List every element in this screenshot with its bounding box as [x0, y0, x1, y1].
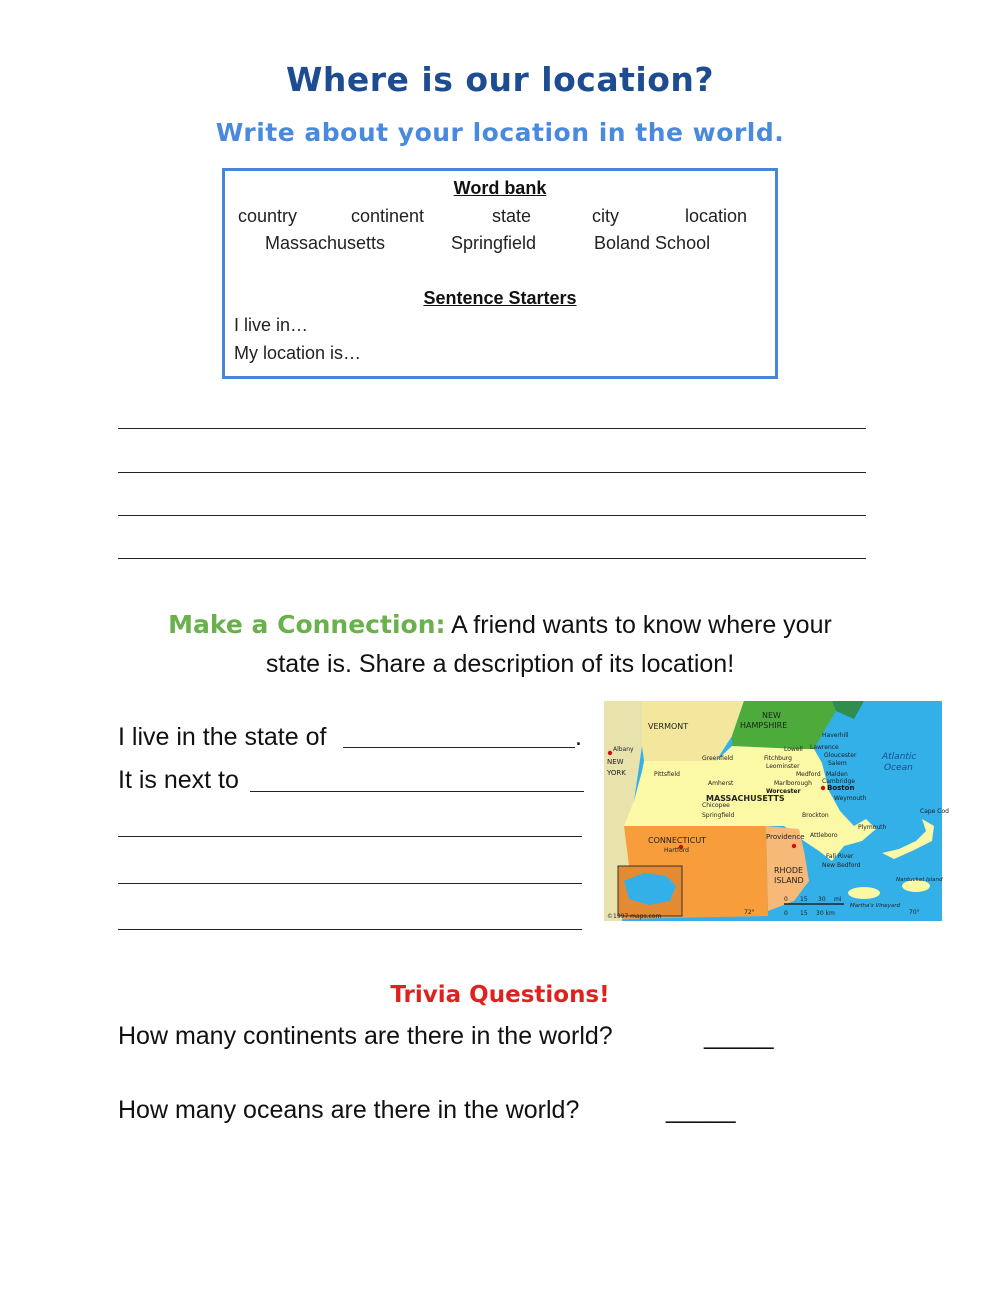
- map-city-label: Providence: [766, 833, 805, 841]
- map-label-massachusetts: MASSACHUSETTS: [706, 794, 785, 803]
- map-city-label: Boston: [827, 784, 855, 792]
- writing-line[interactable]: [118, 883, 582, 884]
- map-city-label: Gloucester: [824, 752, 857, 759]
- writing-line[interactable]: [118, 929, 582, 930]
- map-label-ri-1: RHODE: [774, 866, 804, 875]
- page-subtitle: Write about your location in the world.: [215, 118, 785, 147]
- map-label-rhode-island: [774, 866, 806, 885]
- trivia-question-2: How many oceans are there in the world?: [118, 1096, 580, 1124]
- map-label-ocean-2: Ocean: [884, 763, 913, 773]
- map-city-label: Lawrence: [810, 744, 839, 751]
- map-longitude: 72°: [744, 909, 755, 916]
- map-scale-label: mi: [834, 896, 842, 903]
- map-city-label: Fitchburg: [764, 755, 792, 762]
- sentence-starter: I live in…: [234, 315, 309, 335]
- map-city-label: Marlborough: [774, 780, 812, 787]
- trivia-question-1: How many continents are there in the world?: [118, 1022, 613, 1050]
- map-city-label: Cambridge: [822, 778, 855, 785]
- map-city-label: Albany: [613, 746, 634, 753]
- word-bank-heading: Word bank: [453, 178, 547, 198]
- writing-line[interactable]: [118, 836, 582, 837]
- word-bank-word: continent: [351, 206, 425, 226]
- connection-heading: Make a Connection:: [168, 610, 446, 639]
- sentence-starter: My location is…: [234, 343, 362, 363]
- map-city-dot: [821, 786, 825, 790]
- connection-prompt-line1: A friend wants to know where your: [445, 611, 832, 639]
- map-scale-label: 0: [784, 910, 788, 917]
- state-blank-line[interactable]: [343, 747, 575, 748]
- map-label-nh-1: NEW: [762, 711, 781, 720]
- trivia-answer-blank-2[interactable]: _____: [666, 1096, 736, 1124]
- sentence-next-to: It is next to: [118, 766, 239, 794]
- writing-line[interactable]: [118, 472, 866, 473]
- map-scale-label: 15: [800, 896, 808, 903]
- map-city-label: Brockton: [802, 812, 829, 819]
- word-bank-word: country: [238, 206, 298, 226]
- map-label-ny-1: NEW: [607, 758, 624, 766]
- map-longitude: 70°: [909, 909, 920, 916]
- map-city-label: Cape Cod: [920, 808, 949, 815]
- map-credit: ©1997 maps.com: [607, 913, 662, 920]
- word-bank-word: city: [592, 206, 619, 226]
- map-city-label: Greenfield: [702, 755, 734, 762]
- map-city-label: Malden: [826, 771, 848, 778]
- map-label-nh-2: HAMPSHIRE: [740, 721, 788, 730]
- map-city-label: Martha's Vineyard: [850, 903, 901, 909]
- map-city-label: Lowell: [784, 746, 803, 753]
- word-bank-word: Springfield: [451, 233, 537, 253]
- map-city-label: Hartford: [664, 847, 689, 854]
- map-scale-label: 0: [784, 896, 788, 903]
- sentence-period: .: [575, 723, 582, 751]
- trivia-heading: Trivia Questions!: [390, 982, 610, 1008]
- map-label-ny-2: YORK: [607, 769, 626, 777]
- next-to-blank-line[interactable]: [250, 791, 584, 792]
- page-title: Where is our location?: [286, 60, 714, 99]
- map-city-label: Pittsfield: [654, 771, 680, 778]
- map-marthas-vineyard: [848, 887, 880, 899]
- map-label-ri-2: ISLAND: [774, 876, 804, 885]
- word-bank-word: Boland School: [594, 233, 711, 253]
- map-city-label: Attleboro: [810, 832, 838, 839]
- map-city-label: Haverhill: [822, 732, 849, 739]
- map-city-dot: [608, 751, 612, 755]
- map-city-label: New Bedford: [822, 862, 861, 869]
- connection-prompt-line2: state is. Share a description of its location!: [265, 650, 735, 678]
- writing-line[interactable]: [118, 558, 866, 559]
- map-city-label: Chicopee: [702, 802, 730, 809]
- map-city-label: Worcester: [766, 788, 801, 795]
- map-city-label: Leominster: [766, 763, 800, 770]
- map-label-connecticut: CONNECTICUT: [648, 836, 707, 845]
- map-label-vermont: VERMONT: [648, 722, 689, 731]
- trivia-answer-blank-1[interactable]: _____: [704, 1022, 774, 1050]
- map-city-label: Plymouth: [858, 824, 887, 831]
- map-city-dot: [792, 844, 796, 848]
- word-bank-word: location: [685, 206, 748, 226]
- map-city-label: Fall River: [826, 853, 854, 860]
- word-bank-word: state: [492, 206, 532, 226]
- map-label-ocean-1: Atlantic: [882, 752, 917, 762]
- map-city-label: Salem: [828, 760, 847, 767]
- map-city-label: Nantucket Island: [896, 877, 943, 883]
- writing-line[interactable]: [118, 428, 866, 429]
- massachusetts-map: [604, 701, 949, 921]
- sentence-starters-heading: Sentence Starters: [423, 288, 577, 308]
- writing-line[interactable]: [118, 515, 866, 516]
- map-scale-label: 30 km: [816, 910, 835, 917]
- map-scale-label: 15: [800, 910, 808, 917]
- map-city-label: Amherst: [708, 780, 734, 787]
- word-bank-word: Massachusetts: [265, 233, 386, 253]
- connection-prompt: [0, 610, 1000, 640]
- map-city-label: Springfield: [702, 812, 735, 819]
- map-city-label: Weymouth: [834, 795, 867, 802]
- sentence-state: I live in the state of: [118, 723, 327, 751]
- map-scale-label: 30: [818, 896, 826, 903]
- map-city-label: Medford: [796, 771, 821, 778]
